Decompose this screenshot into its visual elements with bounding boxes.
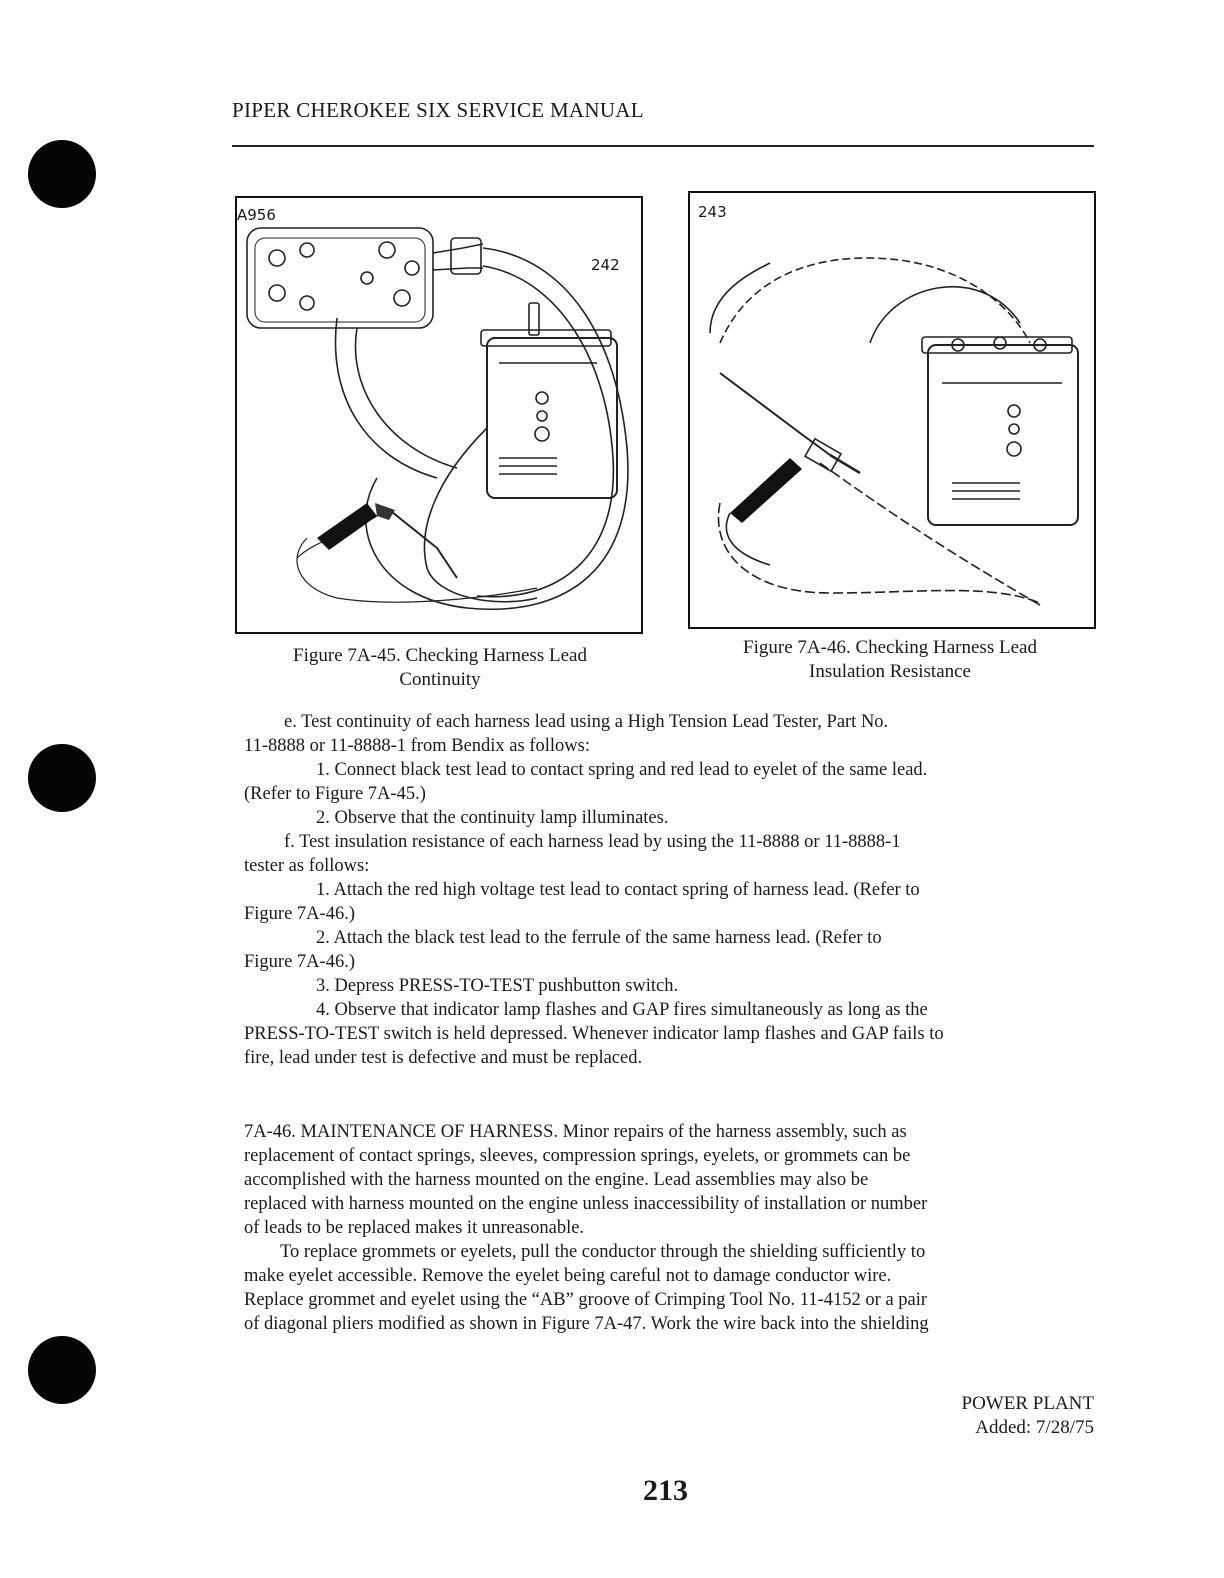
step-f1: Figure 7A-46.) [244,904,355,924]
caption-line: Continuity [399,669,481,690]
step-e1: 1. Connect black test lead to contact spring and red lead to eyelet of the same lead. [316,760,928,780]
figure-7a-46 [688,191,1096,629]
step-e: 11-8888 or 11-8888-1 from Bendix as follows: [244,736,590,756]
step-f3: 3. Depress PRESS-TO-TEST pushbutton switch. [316,976,679,996]
footer-section: POWER PLANT [961,1393,1094,1414]
binder-hole [28,744,96,812]
step-e: e. Test continuity of each harness lead using a High Tension Lead Tester, Part No. [284,712,889,732]
step-f1: 1. Attach the red high voltage test lead to contact spring of harness lead. (Refer to [316,880,920,900]
step-f: f. Test insulation resistance of each harness lead by using the 11-8888 or 11-8888-1 [284,832,901,852]
figure-caption [690,636,1090,684]
page-header: PIPER CHEROKEE SIX SERVICE MANUAL [232,98,644,122]
figure-caption [240,644,640,692]
binder-hole [28,1336,96,1404]
step-f2: 2. Attach the black test lead to the ferrule of the same harness lead. (Refer to [316,928,882,948]
page-footer [962,1392,1094,1440]
paragraph: To replace grommets or eyelets, pull the conductor through the shielding sufficiently to [280,1242,926,1262]
step-e2: 2. Observe that the continuity lamp illuminates. [316,808,669,828]
caption-line: Figure 7A-46. Checking Harness Lead [743,637,1037,658]
section-7a-46: accomplished with the harness mounted on the engine. Lead assemblies may also be [244,1170,869,1190]
section-7a-46: replacement of contact springs, sleeves, compression springs, eyelets, or grommets can be [244,1146,911,1166]
figure-id-label: 243 [698,203,727,221]
section-7a-46: of leads to be replaced makes it unreasonable. [244,1218,585,1238]
step-e1: (Refer to Figure 7A-45.) [244,784,426,804]
paragraph: of diagonal pliers modified as shown in Figure 7A-47. Work the wire back into the shielding [244,1314,929,1334]
figure-7a-45 [235,196,643,634]
step-f4: PRESS-TO-TEST switch is held depressed. Whenever indicator lamp flashes and GAP fails to [244,1024,944,1044]
harness-insulation-illustration [690,193,1094,627]
step-f4: 4. Observe that indicator lamp flashes and GAP fires simultaneously as long as the [316,1000,928,1020]
header-rule [232,145,1094,147]
step-f4: fire, lead under test is defective and must be replaced. [244,1048,643,1068]
section-7a-46: 7A-46. MAINTENANCE OF HARNESS. Minor repairs of the harness assembly, such as [244,1122,907,1142]
caption-line: Insulation Resistance [809,661,971,682]
step-f: tester as follows: [244,856,370,876]
paragraph: make eyelet accessible. Remove the eyelet being careful not to damage conductor wire. [244,1266,892,1286]
paragraph: Replace grommet and eyelet using the “AB” groove of Crimping Tool No. 11-4152 or a pair [244,1290,928,1310]
harness-continuity-illustration [237,198,641,632]
footer-date: Added: 7/28/75 [975,1417,1094,1438]
caption-line: Figure 7A-45. Checking Harness Lead [293,645,587,666]
figure-number-label: 242 [591,256,620,274]
section-7a-46: replaced with harness mounted on the engine unless inaccessibility of installation or number [244,1194,928,1214]
figure-id-label: A956 [237,206,276,224]
body-text [244,710,1104,1336]
binder-hole [28,140,96,208]
page-number: 213 [643,1474,688,1507]
step-f2: Figure 7A-46.) [244,952,355,972]
